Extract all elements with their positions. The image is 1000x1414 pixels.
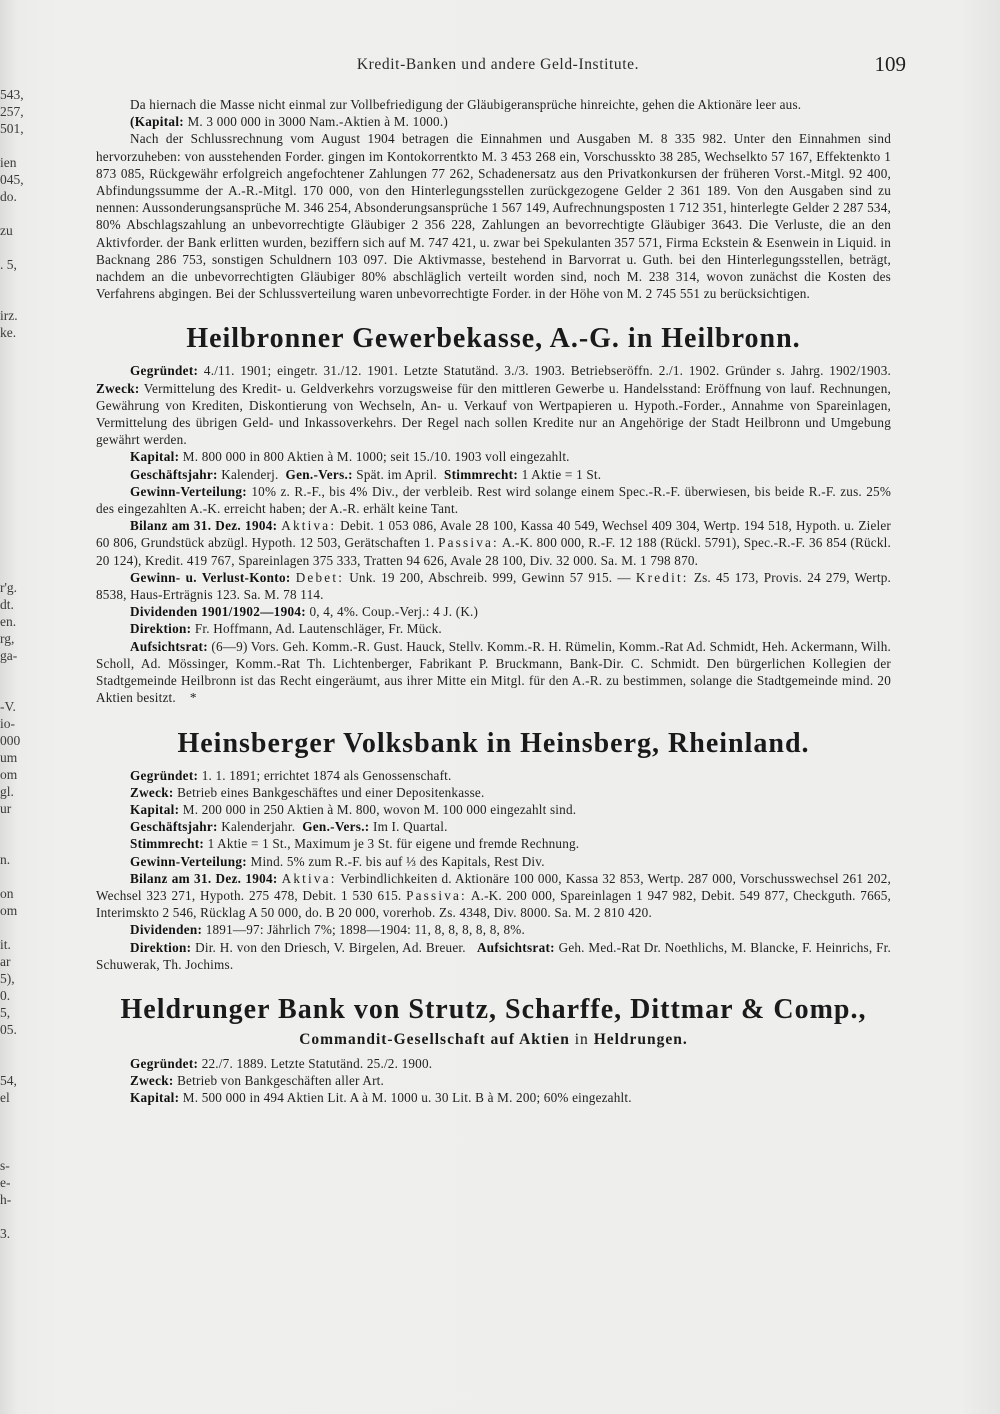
intro-paragraph-2: Nach der Schlussrechnung vom August 1904 betragen die Einnahmen und Ausgaben M. 8 335 982. Unter den Einnahmen sind hervorzuheben: von ausstehenden Forder. gingen im Kontokorrentkto M. 3 453 268 ein, Vorschusskto 38 285, Wechselkto 57 167, Effektenkto 1 873 085, Rückgewähr erfolgreich angefochtener Zahlungen 77 262, Schadenersatz aus den Privatkonkursen der früheren Vorst.-Mitgl. 92 400, Abfindungssumme der A.-R.-Mitgl. 170 000, von den Hinterlegungsstellen zurückgezogene Gelder 2 361 189. Von den Ausgaben sind zu nennen: Aussonderungsansprüche M. 346 254, Absonderungsansprüche 1 567 149, Aufrechnungsposten 1 712 351, hinterlegte Gelder 2 287 534, 80% Abschlagszahlung an unbevorrechtigte Gläubiger 2 356 228, Zahlungen an bevorrechtigte Gläubiger 3643. Die Verluste, die an den Aktivforder. der Bank erlitten wurden, beziffern sich auf M. 747 421, u. zwar bei Spekulanten 357 571, Firma Eckstein & Esenwein in Liquid. in Backnang 286 753, sonstigen Schuldnern 103 097. Die Aktivmasse, bestehend in Barvorrat u. Guth. bei den Hinterlegungsstellen, beträgt, nachdem an die unbevorrechtigten Gläubiger 80% abschläglich verteilt worden sind, noch M. 238 314, wovon zunächst die Kosten des Verfahrens abgingen. Bei der Schlussverteilung waren unbevorrechtigte Forder. in der Höhe von M. 2 745 551 zu berücksichtigen. [96,131,891,302]
stimmrecht-text: 1 Aktie = 1 St., Maximum je 3 St. für eigene und fremde Rechnung. [207,836,580,852]
gegruendet-label: Gegründet: [130,767,199,783]
passiva-text: A.-K. 200 000, Spareinlagen 1 947 982, Debit. 549 877, Checkguth. 7665, Interimskto 2 546, Rücklag A 50 000, do. B 20 000, vorerhob. Zs. 4348, Div. 8000. Sa. M. 2 810 420. [96,887,891,921]
margin-fragment: 045, [0,172,24,187]
margin-fragment: en. [0,614,17,629]
zweck-label: Zweck: [96,380,140,396]
geschaeftsjahr-line [96,818,891,835]
direktion-text: Fr. Hoffmann, Ad. Lautenschläger, Fr. Mück. [194,621,442,637]
margin-fragment: 501, [0,121,24,136]
running-head: Kredit-Banken und andere Geld-Institute. [356,56,640,73]
margin-fragment: irz. [0,308,18,323]
intro-section [96,96,891,302]
kapital-label: Kapital: [130,449,180,465]
kredit-text: Zs. 45 173, Provis. 24 279, Wertp. 8538, Haus-Erträgnis 123. Sa. M. 78 114. [96,569,892,603]
entry-title: Heldrunger Bank von Strutz, Scharffe, Dittmar & Comp., [120,993,867,1025]
gegruendet-text: 22./7. 1889. Letzte Statutänd. 25./2. 1900. [201,1055,433,1071]
margin-fragment [0,1208,30,1225]
margin-fragment: ar [0,954,11,969]
margin-fragment [0,1140,30,1157]
kapital-text: M. 500 000 in 494 Aktien Lit. A à M. 1000 u. 30 Lit. B à M. 200; 60% eingezahlt. [182,1090,632,1106]
margin-fragment: ur [0,801,12,816]
margin-fragment [0,409,30,426]
margin-fragment [0,290,30,307]
margin-fragment [0,341,30,358]
margin-fragment: 0. [0,988,11,1003]
stimmrecht-text: 1 Aktie = 1 St. [521,466,602,482]
page-body [96,96,891,1107]
kapital-label: (Kapital: [130,114,184,130]
margin-fragment: dt. [0,597,14,612]
margin-fragment: 543, [0,87,24,102]
kapital-line [96,1089,891,1106]
margin-fragment [0,273,30,290]
geschaeftsjahr-line [96,466,891,483]
kapital-line [96,801,891,818]
stimmrecht-label: Stimmrecht: [130,836,205,852]
margin-fragment [0,681,30,698]
aufsichtsrat-text: Geh. Med.-Rat Dr. Noethlichs, M. Blancke, F. Heinrichs, Fr. Schuwerak, Th. Jochims. [96,939,891,972]
aktiva-text: Debit. 1 053 086, Avale 28 100, Kassa 40 549, Wechsel 409 304, Wertp. 194 518, Hypoth. u. Zieler 60 806, Grundstück abzügl. Hypoth. 12 503, Gerätschaften 1. [96,518,892,551]
margin-fragment [0,664,30,681]
aktiva-word: Aktiva: [281,518,337,534]
margin-fragment: ke. [0,325,17,340]
gegruendet-line [96,1055,891,1072]
margin-fragment [0,443,30,460]
gegruendet-line [96,767,891,784]
margin-fragment: om [0,767,18,782]
aktiva-word: Aktiva: [281,870,337,886]
margin-fragment: zu [0,223,13,238]
gegruendet-line [96,362,891,448]
entry-subtitle [96,1031,891,1049]
margin-fragment [0,205,30,222]
page-header [96,52,906,82]
entry-heldrunger-bank [96,993,891,1107]
left-margin-bleed [0,86,30,1242]
subtitle-company-form: Commandit-Gesellschaft auf Aktien [299,1030,570,1048]
margin-fragment: s- [0,1158,10,1173]
margin-fragment: 05. [0,1022,17,1037]
margin-fragment: ga- [0,648,18,663]
direktion-line [96,939,891,973]
intro-paragraph-1: Da hiernach die Masse nicht einmal zur Vollbefriedigung der Gläubigeransprüche hinreichte, gehen die Aktionäre leer aus. [130,97,802,112]
margin-fragment: h- [0,1192,12,1207]
gen-vers-text: Spät. im April. [356,466,437,482]
dividenden-text: 0, 4, 4%. Coup.-Verj.: 4 J. (K.) [309,604,479,620]
gen-vers-text: Im I. Quartal. [373,819,448,835]
gen-vers-label: Gen.-Vers.: [285,466,353,482]
stimmrecht-label: Stimmrecht: [443,466,519,482]
entry-heinsberger-volksbank [96,727,891,973]
gewinn-verteilung-line [96,853,891,870]
gewinn-verteilung-line [96,483,891,517]
margin-fragment: 54, [0,1073,17,1088]
margin-fragment [0,426,30,443]
gewinn-verteilung-label: Gewinn-Verteilung: [130,853,248,869]
margin-fragment: 5), [0,971,15,986]
margin-fragment: -V. [0,699,16,714]
geschaeftsjahr-text: Kalenderjahr. [221,819,296,835]
margin-fragment: gl. [0,784,14,799]
gewinn-verteilung-text: Mind. 5% zum R.-F. bis auf ⅓ des Kapitals, Rest Div. [250,853,545,869]
zweck-text: Vermittelung des Kredit- u. Geldverkehrs vorzugsweise für den mittleren Gewerbe u. Handelsstand: Eröffnung von lauf. Rechnungen, Gewährung von Krediten, Diskontierung von Wechseln, An- u. Verkauf von Wertpapieren u. Hypoth.-Forder., Annahme von Spareinlagen, Vermittelung des übrigen Geld- und Inkassoverkehrs. Der Regel nach sollen Kredite nur an Angehörige der Stadt Heilbronn und Umgebung gewährt werden. [96,380,892,448]
bilanz-line [96,517,891,569]
debet-text: Unk. 19 200, Abschreib. 999, Gewinn 57 915. — [349,569,631,585]
subtitle-in: in [574,1030,589,1048]
margin-fragment [0,919,30,936]
bilanz-label: Bilanz am 31. Dez. 1904: [130,518,278,534]
margin-fragment: io- [0,716,15,731]
kapital-text: M. 800 000 in 800 Aktien à M. 1000; seit 15./10. 1903 voll eingezahlt. [182,449,570,465]
direktion-text: Dir. H. von den Driesch, V. Birgelen, Ad. Breuer. [195,939,466,955]
aufsichtsrat-label: Aufsichtsrat: [476,939,555,955]
margin-fragment: n. [0,852,11,867]
gegruendet-label: Gegründet: [130,1055,199,1071]
dividenden-label: Dividenden 1901/1902—1904: [130,604,306,620]
aufsichtsrat-text: (6—9) Vors. Geh. Komm.-R. Gust. Hauck, Stellv. Komm.-R. H. Rümelin, Komm.-Rat Ad. Schmidt, Heh. Ackermann, Wilh. Scholl, Ad. Mössinger, Komm.-Rat Th. Lichtenberger, Fabrikant P. Bruckmann, Bank-Dir. C. Schmidt. Den bürgerlichen Kollegien der Stadtgemeinde Heilbronn ist das Recht eingeräumt, aus ihrer Mitte ein Mitgl. für den A.-R. zu bestimmen, solange die Stadtgemeinde mind. 20 Aktien besitzt. [96,638,891,706]
margin-fragment: 5, [0,1005,11,1020]
aufsichtsrat-label: Aufsichtsrat: [130,638,208,654]
margin-fragment [0,392,30,409]
margin-fragment [0,1106,30,1123]
aktiva-text: Verbindlichkeiten d. Aktionäre 100 000, Kassa 32 853, Wertp. 287 000, Vorschusswechsel 261 202, Wechsel 323 271, Hypoth. 275 478, Debit. 1 530 615. [96,870,891,903]
margin-fragment [0,477,30,494]
kapital-label: Kapital: [130,801,180,817]
margin-fragment [0,137,30,154]
bilanz-line [96,870,891,922]
margin-fragment: 3. [0,1226,11,1241]
entry-heilbronner-gewerbekasse [96,322,891,706]
stimmrecht-line [96,835,891,852]
kapital-line [96,448,891,465]
margin-fragment [0,1038,30,1055]
margin-fragment [0,494,30,511]
zweck-line [96,784,891,801]
margin-fragment [0,375,30,392]
direktion-label: Direktion: [130,621,192,637]
gewinn-verteilung-text: 10% z. R.-F., bis 4% Div., der verbleib. Rest wird solange einem Spec.-R.-F. überwiesen, bis beide R.-F. zus. 25% des eingezahlten A.-K. erreicht haben; der A.-R. erhält keine Tant. [96,483,892,517]
margin-fragment: 257, [0,104,24,119]
margin-fragment [0,817,30,834]
margin-fragment: it. [0,937,11,952]
margin-fragment [0,239,30,256]
margin-fragment [0,1123,30,1140]
aufsichtsrat-line [96,638,891,707]
margin-fragment: 000 [0,733,21,748]
geschaeftsjahr-label: Geschäftsjahr: [130,819,218,835]
margin-fragment [0,460,30,477]
direktion-label: Direktion: [130,939,192,955]
dividenden-line [96,603,891,620]
dividenden-label: Dividenden: [130,922,203,938]
margin-fragment [0,545,30,562]
entry-title: Heinsberger Volksbank in Heinsberg, Rheinland. [177,727,810,759]
gewinn-verteilung-label: Gewinn-Verteilung: [130,483,248,499]
dividenden-text: 1891—97: Jährlich 7%; 1898—1904: 11, 8, 8, 8, 8, 8, 8%. [205,922,525,938]
kapital-text: M. 200 000 in 250 Aktien à M. 800, wovon M. 100 000 eingezahlt sind. [182,801,577,817]
passiva-word: Passiva: [438,535,499,551]
end-asterisk: * [189,690,197,706]
page-number: 109 [874,52,906,76]
margin-fragment: om [0,903,18,918]
margin-fragment [0,511,30,528]
margin-fragment: ien [0,155,17,170]
gegruendet-text: 1. 1. 1891; errichtet 1874 als Genossenschaft. [201,767,452,783]
kapital-label: Kapital: [130,1090,180,1106]
zweck-label: Zweck: [130,784,174,800]
gewinn-verlust-line [96,569,891,603]
zweck-text: Betrieb eines Bankgeschäftes und einer Depositenkasse. [177,784,485,800]
kredit-word: Kredit: [635,569,689,585]
margin-fragment [0,562,30,579]
intro-kapital [96,113,891,130]
margin-fragment: do. [0,189,17,204]
passiva-word: Passiva: [406,887,467,903]
kapital-text: M. 3 000 000 in 3000 Nam.-Aktien à M. 1000.) [187,114,448,130]
margin-fragment: el [0,1090,10,1105]
margin-fragment: . 5, [0,257,17,272]
margin-fragment [0,358,30,375]
margin-fragment: r'g. [0,580,18,595]
margin-fragment: on [0,886,14,901]
gegruendet-text: 4./11. 1901; eingetr. 31./12. 1901. Letzte Statutänd. 3./3. 1903. Betriebseröffn. 2./1. 1902. Gründer s. Jahrg. 1902/1903. [203,363,892,379]
geschaeftsjahr-text: Kalenderj. [221,466,279,482]
gen-vers-label: Gen.-Vers.: [302,819,370,835]
zweck-label: Zweck: [130,1073,174,1089]
margin-fragment: e- [0,1175,11,1190]
margin-fragment: rg, [0,631,15,646]
subtitle-place: Heldrungen. [593,1030,688,1048]
entry-title: Heilbronner Gewerbekasse, A.-G. in Heilbronn. [186,323,801,355]
dividenden-line [96,921,891,938]
zweck-line [96,1072,891,1089]
gegruendet-label: Gegründet: [130,363,199,379]
bilanz-label: Bilanz am 31. Dez. 1904: [130,870,278,886]
debet-word: Debet: [295,569,345,585]
margin-fragment [0,834,30,851]
margin-fragment: um [0,750,18,765]
zweck-text: Betrieb von Bankgeschäften aller Art. [177,1073,385,1089]
passiva-text: A.-K. 800 000, R.-F. 12 188 (Rückl. 5791), Spec.-R.-F. 36 854 (Rückl. 20 124), Kredit. 419 767, Spareinlagen 375 333, Tratten 94 626, Avale 28 100, Div. 32 000. Sa. M. 1 798 870. [96,535,891,568]
geschaeftsjahr-label: Geschäftsjahr: [130,466,218,482]
margin-fragment [0,868,30,885]
margin-fragment [0,528,30,545]
direktion-line [96,620,891,637]
gewinn-verlust-label: Gewinn- u. Verlust-Konto: [130,569,291,585]
margin-fragment [0,1055,30,1072]
